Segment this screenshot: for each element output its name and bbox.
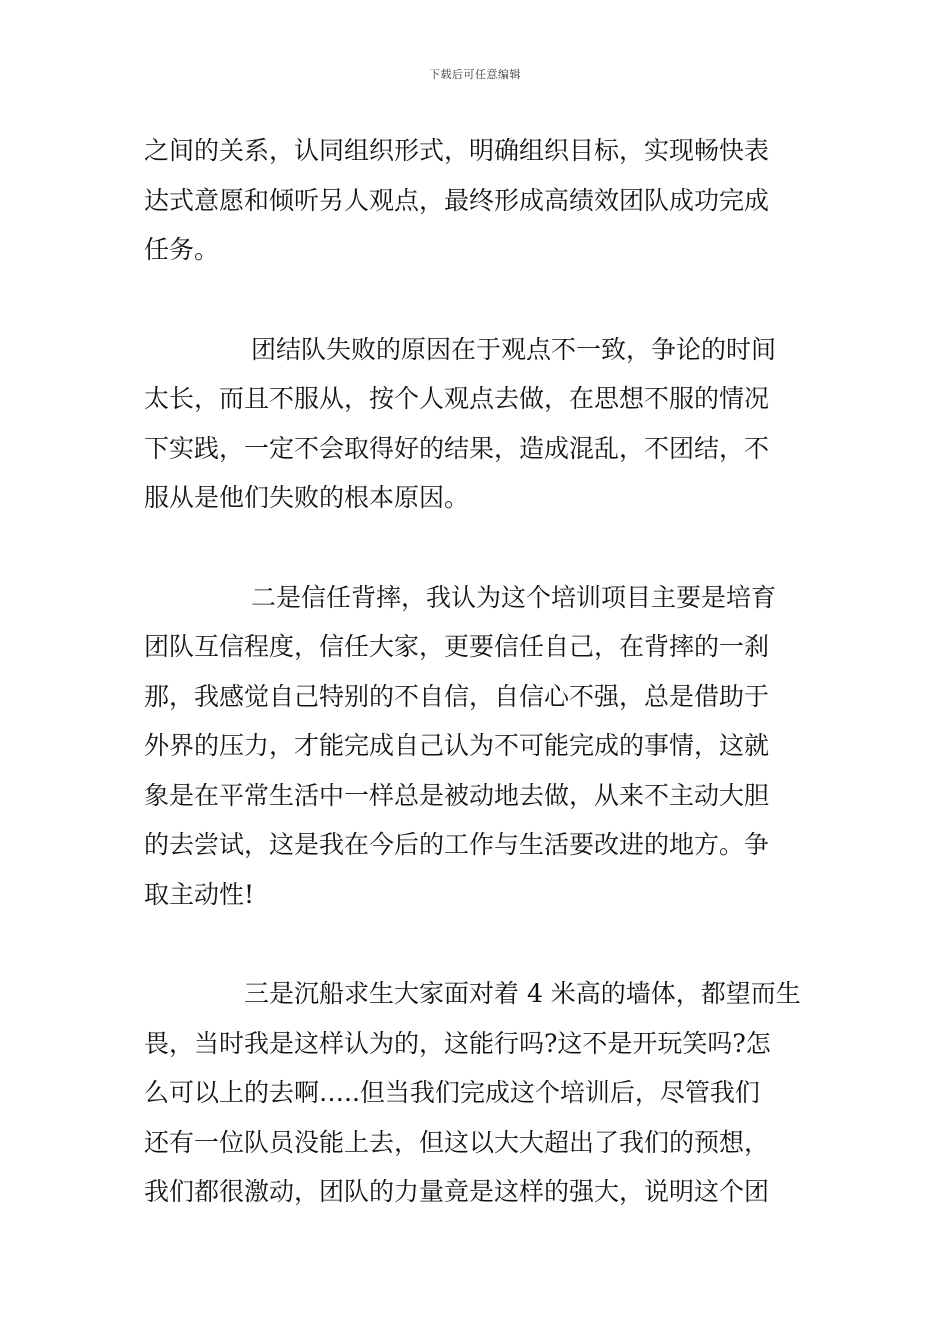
text-line: 么可以上的去啊…..但当我们完成这个培训后，尽管我们 <box>144 1078 760 1107</box>
text-line: 取主动性! <box>144 879 255 909</box>
page-header: 下载后可任意编辑 <box>429 68 521 81</box>
text-line: 达式意愿和倾听另人观点，最终形成高绩效团队成功完成 <box>144 185 770 215</box>
paragraph-gap <box>144 919 808 969</box>
text-line: 太长，而且不服从，按个人观点去做，在思想不服的情况 <box>144 384 770 413</box>
paragraph-1 <box>144 126 808 275</box>
text-line: 之间的关系，认同组织形式，明确组织目标，实现畅快表 <box>144 136 770 165</box>
text-line: 的去尝试，这是我在今后的工作与生活要改进的地方。争 <box>144 830 770 859</box>
text-line: 任务。 <box>144 235 220 264</box>
text-line: 下实践，一定不会取得好的结果，造成混乱，不团结，不 <box>144 433 770 463</box>
paragraph-2 <box>144 325 808 523</box>
text-line: 畏，当时我是这样认为的，这能行吗?这不是开玩笑吗?怎 <box>144 1028 771 1058</box>
paragraph-gap <box>144 523 808 573</box>
text-line-indented: 三是沉船求生大家面对着 4 米高的墙体，都望而生 <box>244 979 801 1008</box>
paragraph-4 <box>144 969 808 1217</box>
text-line: 还有一位队员没能上去，但这以大大超出了我们的预想， <box>144 1127 770 1157</box>
text-line: 团队互信程度，信任大家，更要信任自己，在背摔的一刹 <box>144 632 770 661</box>
text-line: 象是在平常生活中一样总是被动地去做，从来不主动大胆 <box>144 780 770 810</box>
text-line: 外界的压力，才能完成自己认为不可能完成的事情，这就 <box>144 731 770 760</box>
text-line: 那，我感觉自己特别的不自信，自信心不强，总是借助于 <box>144 681 770 711</box>
text-line-indented: 团结队失败的原因在于观点不一致，争论的时间 <box>251 334 777 364</box>
text-line-indented: 二是信任背摔，我认为这个培训项目主要是培育 <box>251 582 777 612</box>
paragraph-gap <box>144 275 808 325</box>
document-body <box>144 126 808 1217</box>
text-line: 服从是他们失败的根本原因。 <box>144 483 470 512</box>
paragraph-3 <box>144 573 808 920</box>
text-line: 我们都很激动，团队的力量竟是这样的强大，说明这个团 <box>144 1177 770 1206</box>
